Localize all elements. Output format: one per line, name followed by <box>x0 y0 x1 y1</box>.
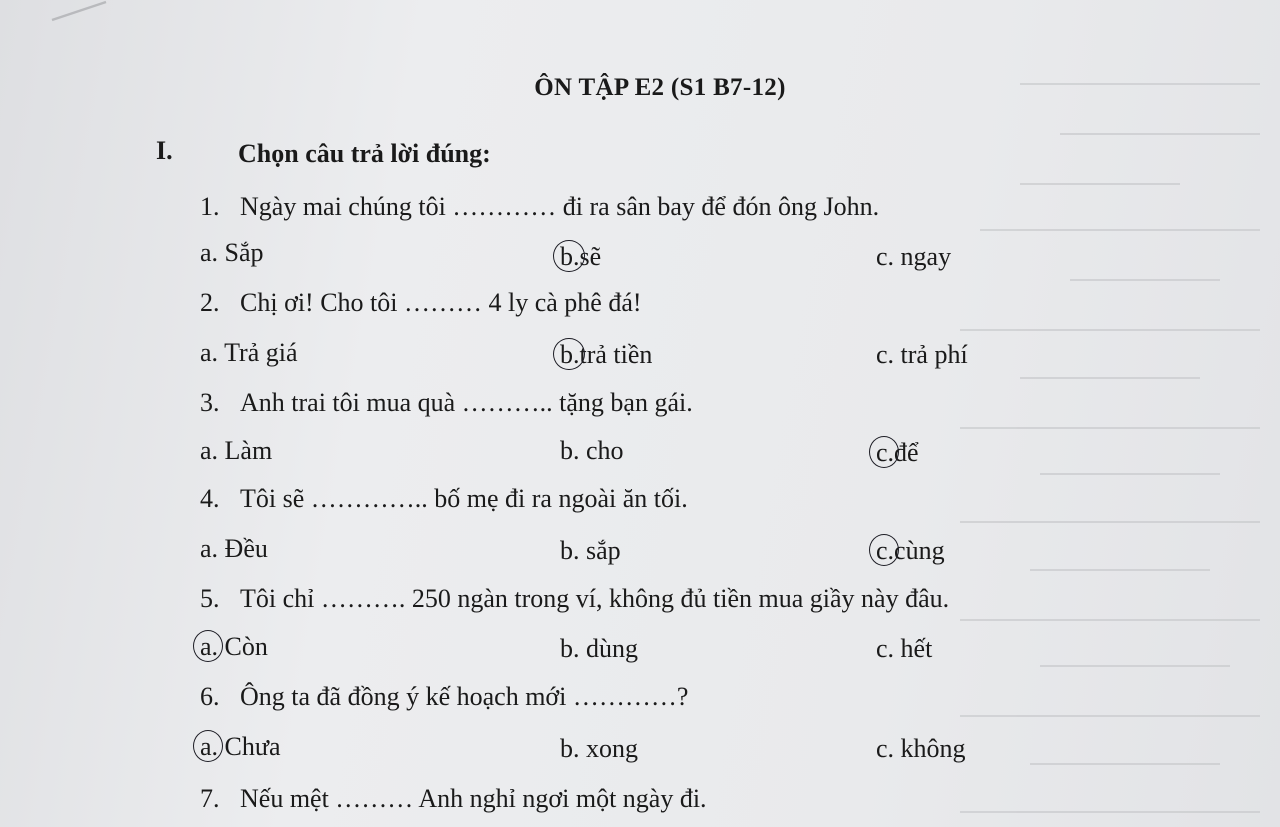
option-letter: a. <box>200 436 219 465</box>
question-number: 3. <box>200 388 220 417</box>
option-text: cho <box>586 436 624 465</box>
option-text: trả phí <box>900 340 968 369</box>
option-letter: c. <box>876 734 895 763</box>
option-text: ngay <box>900 242 952 271</box>
question-number: 4. <box>200 484 220 513</box>
question-2 <box>200 288 642 318</box>
question-text: Ngày mai chúng tôi ………… đi ra sân bay để đón ông John. <box>240 192 880 221</box>
option-letter-circled: b. <box>560 340 580 369</box>
q1-option-a[interactable] <box>200 238 264 268</box>
question-5 <box>200 584 949 614</box>
q3-option-a[interactable] <box>200 436 272 466</box>
question-number: 2. <box>200 288 220 317</box>
option-letter: a. <box>200 238 219 267</box>
worksheet-title: ÔN TẬP E2 (S1 B7-12) <box>534 74 786 101</box>
option-text: sẽ <box>579 242 602 271</box>
option-text: sắp <box>586 536 621 565</box>
option-text: dùng <box>586 634 638 663</box>
question-number: 1. <box>200 192 220 221</box>
option-letter: b. <box>560 634 580 663</box>
question-1 <box>200 192 879 222</box>
option-letter: b. <box>560 536 580 565</box>
q5-option-c[interactable] <box>876 634 932 664</box>
question-text: Tôi chỉ ………. 250 ngàn trong ví, không đủ tiền mua giầy này đâu. <box>240 584 950 613</box>
option-text: Chưa <box>224 732 281 761</box>
q1-option-c[interactable] <box>876 242 951 272</box>
option-text: hết <box>900 634 933 663</box>
question-number: 6. <box>200 682 220 711</box>
option-letter: c. <box>876 340 895 369</box>
question-number: 5. <box>200 584 220 613</box>
question-7 <box>200 784 707 814</box>
option-text: trả tiền <box>579 340 653 369</box>
q2-option-b[interactable] <box>560 340 652 370</box>
option-letter: c. <box>876 242 895 271</box>
q5-option-a[interactable] <box>200 632 268 662</box>
option-letter: c. <box>876 634 895 663</box>
q2-option-c[interactable] <box>876 340 968 370</box>
option-letter: a. <box>200 338 219 367</box>
q3-option-c[interactable] <box>876 438 919 468</box>
q6-option-b[interactable] <box>560 734 638 764</box>
question-text: Anh trai tôi mua quà ……….. tặng bạn gái. <box>240 388 693 417</box>
bleed-through-texture <box>960 60 1280 827</box>
question-4 <box>200 484 688 514</box>
option-text: để <box>894 438 919 467</box>
option-text: Trả giá <box>224 338 298 367</box>
q4-option-a[interactable] <box>200 534 268 564</box>
pen-stroke-mark <box>48 0 108 24</box>
option-text: Sắp <box>224 238 264 267</box>
option-text: cùng <box>894 536 945 565</box>
question-number: 7. <box>200 784 220 813</box>
section-instruction: Chọn câu trả lời đúng: <box>238 139 491 168</box>
question-text: Tôi sẽ ………….. bố mẹ đi ra ngoài ăn tối. <box>240 484 688 513</box>
option-letter-circled: c. <box>876 536 895 565</box>
q1-option-b[interactable] <box>560 242 601 272</box>
question-text: Chị ơi! Cho tôi ……… 4 ly cà phê đá! <box>240 288 642 317</box>
question-6 <box>200 682 688 712</box>
q6-option-a[interactable] <box>200 732 281 762</box>
option-text: xong <box>586 734 638 763</box>
q3-option-b[interactable] <box>560 436 624 466</box>
question-3 <box>200 388 693 418</box>
option-text: Làm <box>224 436 273 465</box>
q6-option-c[interactable] <box>876 734 966 764</box>
option-text: không <box>900 734 966 763</box>
option-letter: b. <box>560 734 580 763</box>
option-text: Đều <box>224 534 268 563</box>
option-letter-circled: c. <box>876 438 895 467</box>
option-letter-circled: b. <box>560 242 580 271</box>
q5-option-b[interactable] <box>560 634 638 664</box>
question-text: Ông ta đã đồng ý kế hoạch mới …………? <box>240 682 689 711</box>
option-letter-circled: a. <box>200 632 219 661</box>
option-text: Còn <box>224 632 268 661</box>
option-letter-circled: a. <box>200 732 219 761</box>
option-letter: a. <box>200 534 219 563</box>
q4-option-b[interactable] <box>560 536 621 566</box>
question-text: Nếu mệt ……… Anh nghỉ ngơi một ngày đi. <box>240 784 707 813</box>
q2-option-a[interactable] <box>200 338 298 368</box>
option-letter: b. <box>560 436 580 465</box>
q4-option-c[interactable] <box>876 536 945 566</box>
section-number: I. <box>156 136 173 165</box>
